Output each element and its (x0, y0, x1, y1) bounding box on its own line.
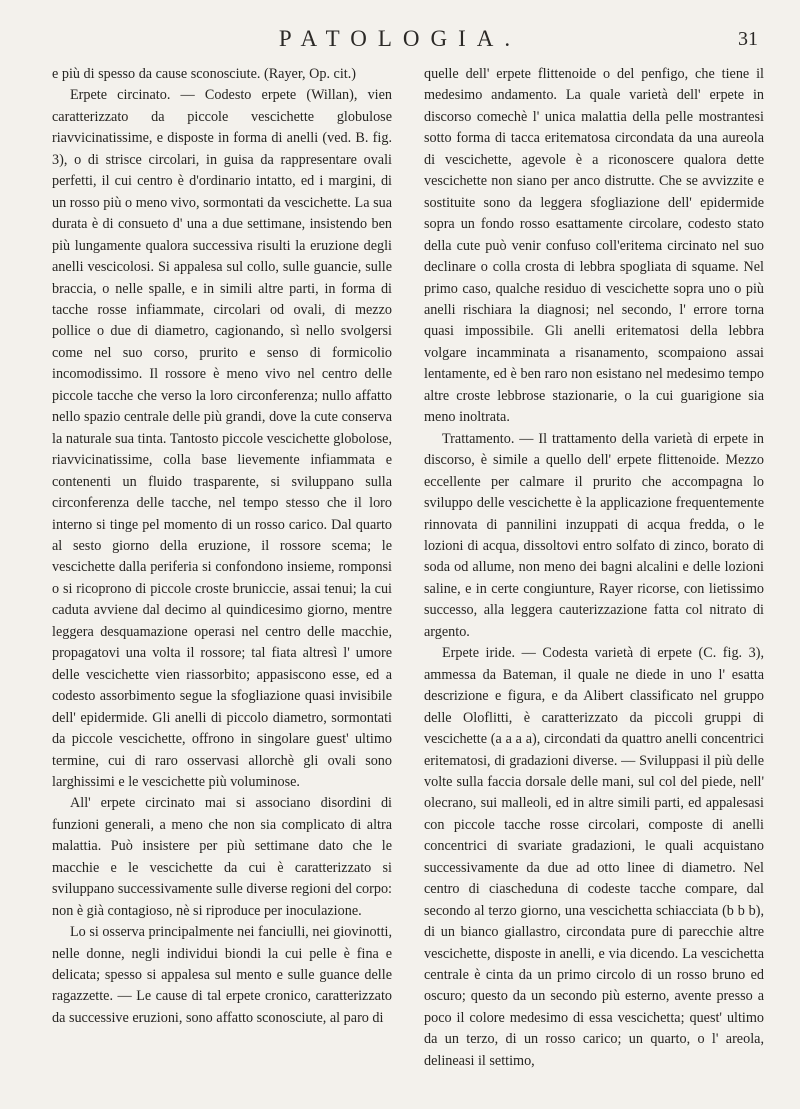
paragraph: Erpete circinato. — Codesto erpete (Willan), vien caratterizzato da piccole vescichette globulose riavvicinatissime, e disposte in forma di anelli (ved. B. fig. 3), o di strisce circolari, in guisa da rappresentare ovali perfetti, il cui centro è d'ordinario intatto, ed i margini, di un rosso più o meno vivo, sormontati da vescichette. La sua durata è di consueto d' una a due settimane, insistendo ben più lungamente qualora successiva risulti la eruzione degli anelli vescicolosi. Si appalesa sul collo, sulle guancie, sulle braccia, o nelle spalle, e in simili altre parti, in forma di tacche rosse infiammate, circolari od ovali, di mezzo pollice o due di diametro, cagionando, sì nello svolgersi come nel suo corso, prurito e senso di formicolio incomodissimo. Il rossore è meno vivo nel centro delle piccole tacche che verso la loro circonferenza; nullo affatto nello spazio centrale delle più grandi, dove la cute conserva la naturale sua tinta. Tantosto piccole vescichette globolose, riavvicinatissime, colla base lievemente infiammata e contenenti un fluido trasparente, si sviluppano sulla circonferenza delle tacche, nel tempo stesso che il loro interno si tinge pel momento di un rosso carico. Dal quarto al sesto giorno della eruzione, il rossore scema; le vescichette dalla periferia si confondono insieme, romponsi o si ricoprono di piccole croste bruniccie, assai tenui; la cui caduta avviene dal decimo al quindicesimo giorno, mentre leggera desquamazione operasi nel centro delle macchie, propagatovi una volta il rossore; tal fiata altresì l' umore delle vescichette vien riassorbito; appasiscono esse, ed a codesto assorbimento segue la sfogliazione quasi invisibile dell' epidermide. Gli anelli di piccolo diametro, sormontati da piccole vescichette, offrono in singolare guest' ultimo termine, cui di raro osservasi allorchè gli ovali sono larghissimi e le vescichette più voluminose. (52, 87, 392, 790)
left-column (52, 64, 392, 1029)
paragraph: quelle dell' erpete flittenoide o del penfigo, che tiene il medesimo andamento. La quale varietà dell' erpete in discorso comechè l' unica malattia della pelle mostrantesi sotto forma di tacca eritematosa circondata da una aureola di vescichette, agevole è a riconoscere qualora dette vescichette non siano per anco distrutte. Che se avvizzite e sostituite sono da leggera sfogliazione dell' epidermide sopra un fondo rosso esattamente circolare, codesto stato della cute può venir confuso coll'eritema circinato nel suo declinare o colla crosta di lebbra spogliata di squame. Nel primo caso, qualche residuo di vescichette sopra uno o più anelli rischiara la diagnosi; nel secondo, l' errore torna quasi impossibile. Gli anelli eritematosi della lebbra volgare incamminata a risanamento, scompaiono assai lentamente, ed è ben raro non esistano nel medesimo tempo altre croste lebbrose stazionarie, o la cui guarigione sia meno inoltrata. (424, 66, 764, 426)
page-number: 31 (738, 28, 758, 50)
right-column (424, 64, 764, 1072)
paragraph: All' erpete circinato mai si associano disordini di funzioni generali, a meno che non sia complicato di altra malattia. Può insistere per più settimane dato che le macchie e le vescichette da cui è caratterizzato si sviluppano successivamente sulle diverse regioni del corpo: non è già contagioso, nè si riproduce per inoculazione. (52, 795, 392, 919)
page-title: PATOLOGIA. (278, 26, 522, 51)
running-head (0, 26, 800, 60)
paragraph: Trattamento. — Il trattamento della varietà di erpete in discorso, è simile a quello dell' erpete flittenoide. Mezzo eccellente per calmare il prurito che accompagna lo sviluppo delle vescichette è la applicazione frequentemente rinnovata di pannilini inzuppati di acqua fredda, o le lozioni di acqua, dissoltovi entro solfato di zinco, borato di soda od allume, non meno dei bagni alcalini e delle lozioni saline, e in certe congiunture, Rayer ricorse, con lietissimo successo, alla leggera cauterizzazione fatta col nitrato di argento. (424, 430, 764, 640)
paragraph: Lo si osserva principalmente nei fanciulli, nei giovinotti, nelle donne, negli individui biondi la cui pelle è fina e delicata; spesso si appalesa sul mento e sulle guance delle ragazzette. — Le cause di tal erpete cronico, caratterizzato da successive eruzioni, sono affatto sconosciute, al paro di (52, 924, 392, 1026)
paragraph: Erpete iride. — Codesta varietà di erpete (C. fig. 3), ammessa da Bateman, il quale ne diede in uno l' esatta descrizione e figura, e da Alibert classificato nel gruppo delle Oloflitti, è caratterizzato da piccoli gruppi di vescichette (a a a a), circondati da quattro anelli concentrici eritematosi, di gradazioni diverse. — Sviluppasi il più delle volte sulla faccia dorsale delle mani, sul col del piede, nell' olecrano, sui malleoli, ed in altre simili parti, ed appalesasi con piccole tacche rosse circolari, composte di anelli concentrici di svariate gradazioni, le quali acquistano successivamente da due ad otto linee di diametro. Nel centro di ciascheduna di codeste tacche compare, dal secondo al terzo giorno, una vescichetta schiacciata (b b b), di un bianco giallastro, circondata pure di parecchie altre vescichette, disposte in anelli, e via dicendo. La vescichetta centrale è cinta da un primo circolo di un rosso bruno ed oscuro; questo da un secondo più esterno, avente presso a poco il colore medesimo di essa vescichetta; quest' ultimo da un terzo, di un rosso carico; un quarto, o l' areola, delineasi il settimo, (424, 645, 764, 1069)
paragraph: e più di spesso da cause sconosciute. (Rayer, Op. cit.) (52, 66, 356, 82)
